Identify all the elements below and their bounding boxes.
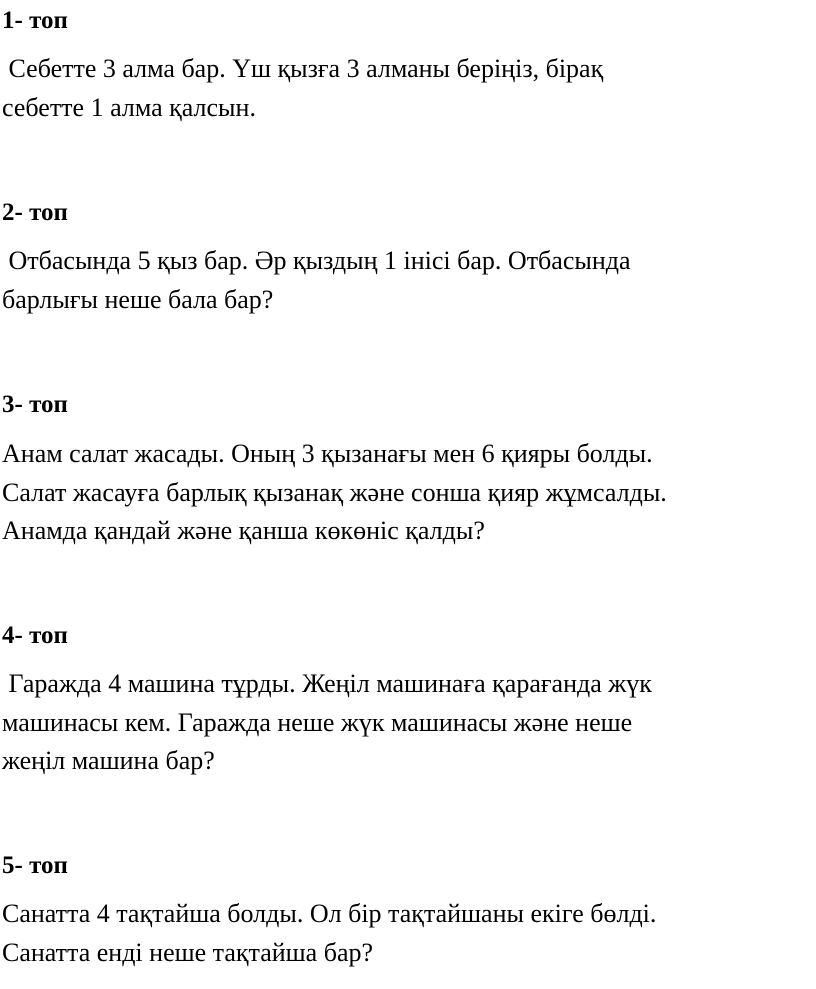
text-line: машинасы кем. Гаражда неше жүк машинасы және неше [2, 707, 633, 737]
section-1-text [2, 50, 812, 127]
text-line: Санатта 4 тақтайша болды. Ол бір тақтайшаны екіге бөлді. [2, 899, 657, 928]
section-5-text [2, 895, 812, 972]
section-2-title: 2- топ [2, 199, 68, 226]
text-line: Себетте 3 алма бар. Үш қызға 3 алманы беріңіз, бірақ [2, 54, 604, 83]
text-line: себетте 1 алма қалсын. [2, 92, 256, 122]
section-4-title: 4- топ [2, 622, 68, 649]
text-line: Салат жасауға барлық қызанақ және сонша қияр жұмсалды. [2, 477, 667, 507]
section-3-text [2, 435, 812, 551]
text-line: барлығы неше бала бар? [2, 284, 274, 314]
section-3-title: 3- топ [2, 391, 68, 418]
text-line: жеңіл машина бар? [2, 746, 215, 775]
section-1-title: 1- топ [2, 7, 68, 34]
text-line: Гаражда 4 машина тұрды. Жеңіл машинаға қарағанда жүк [2, 669, 652, 698]
text-line: Санатта енді неше тақтайша бар? [2, 937, 374, 967]
section-5-title: 5- топ [2, 852, 68, 879]
section-4-text [2, 665, 812, 781]
text-line: Анамда қандай және қанша көкөніс қалды? [2, 516, 485, 545]
text-line: Отбасында 5 қыз бар. Әр қыздың 1 інісі бар. Отбасында [2, 246, 631, 275]
text-line: Анам салат жасады. Оның 3 қызанағы мен 6 қияры болды. [2, 439, 653, 468]
section-2-text [2, 242, 812, 319]
